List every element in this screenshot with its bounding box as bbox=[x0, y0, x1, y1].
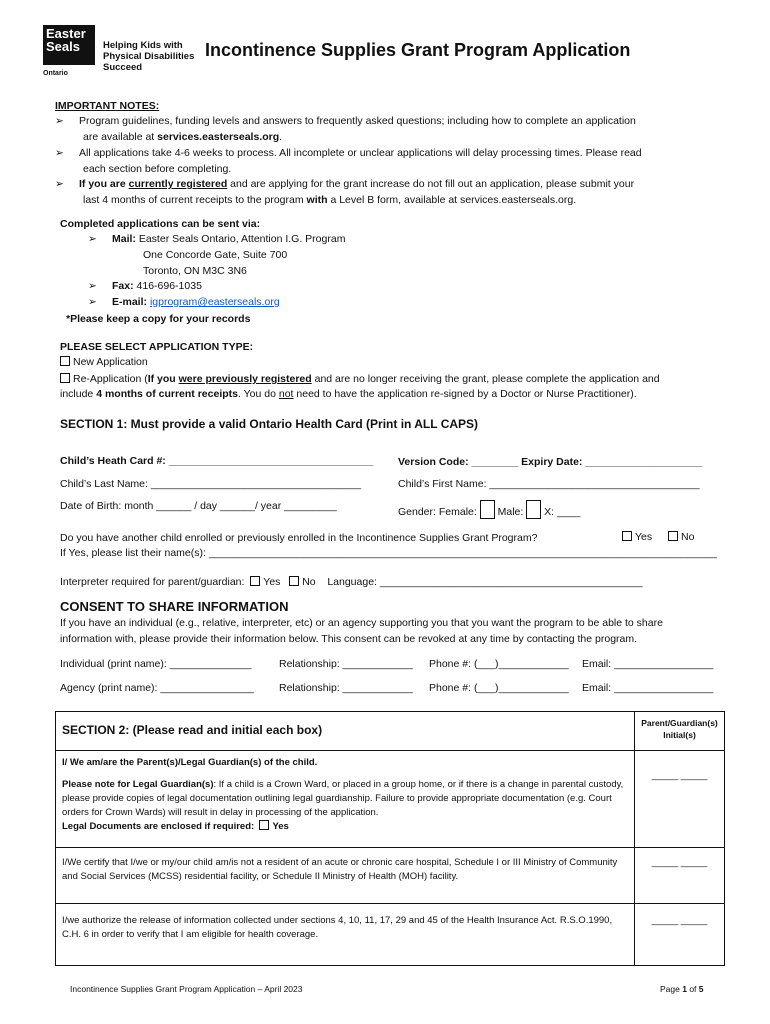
re2-underline: not bbox=[278, 388, 294, 400]
individual-name-field[interactable]: Individual (print name): ______________ bbox=[60, 658, 252, 670]
arrow-bullet-icon: ➢ bbox=[55, 147, 64, 159]
legal-guardian-note-text: : If a child is a Crown Ward, or placed in a group home, or if there is a change in parental custody, please provide copies of legal documentation outlining legal guardianship. Failure to provide appropriate documentation (e.g. Court orders for Crown Wards) will result in delay in processing of the application. bbox=[62, 779, 624, 818]
note-3b-post: a Level B form, available at services.easterseals.org. bbox=[327, 194, 577, 206]
initials-header-2: Initial(s) bbox=[663, 730, 696, 740]
individual-email-field[interactable]: Email: _________________ bbox=[582, 658, 714, 670]
email-label: E-mail: bbox=[112, 296, 148, 308]
page-of: of bbox=[686, 984, 699, 994]
first-name-field[interactable]: Child’s First Name: ____________________________________ bbox=[398, 478, 700, 490]
re-application-post: and are no longer receiving the grant, please complete the application and bbox=[311, 373, 660, 385]
re-application-checkbox[interactable] bbox=[60, 373, 70, 383]
logo-tagline bbox=[103, 40, 194, 73]
table-row bbox=[56, 848, 725, 904]
agency-phone-field[interactable]: Phone #: (___)____________ bbox=[429, 682, 569, 694]
address-line-2: Toronto, ON M3C 3N6 bbox=[143, 265, 247, 277]
page-total: 5 bbox=[698, 984, 704, 994]
gender-male-label: Male: bbox=[497, 506, 524, 518]
app-type-heading: PLEASE SELECT APPLICATION TYPE: bbox=[60, 341, 254, 353]
new-application-checkbox[interactable] bbox=[60, 356, 70, 366]
guardian-initials-field[interactable]: _____ _____ bbox=[635, 751, 725, 848]
individual-relationship-field[interactable]: Relationship: ____________ bbox=[279, 658, 413, 670]
arrow-bullet-icon: ➢ bbox=[55, 115, 64, 127]
re2-bold: 4 months of current receipts bbox=[96, 388, 238, 400]
tagline-3: Succeed bbox=[103, 62, 143, 73]
new-application-option[interactable] bbox=[60, 356, 148, 368]
gender-x-field[interactable]: X: ____ bbox=[544, 506, 581, 518]
note-1 bbox=[55, 115, 636, 127]
interpreter-no-checkbox[interactable] bbox=[289, 576, 299, 586]
section-2-table bbox=[55, 711, 725, 966]
consent-text-1: If you have an individual (e.g., relative, interpreter, etc) or an agency supporting you that you want the program to be able to share bbox=[60, 617, 663, 629]
tagline-2: Physical Disabilities bbox=[103, 51, 195, 62]
footer-page-number bbox=[660, 984, 704, 994]
section-2-header-row bbox=[56, 712, 725, 751]
male-box[interactable] bbox=[526, 500, 541, 519]
re2-mid: . You do bbox=[237, 388, 279, 400]
note-3b-bold: with bbox=[306, 194, 328, 206]
note-3-rest: and are applying for the grant increase do not fill out an application, please submit your bbox=[227, 178, 635, 190]
legal-docs-yes-label: Yes bbox=[272, 821, 289, 832]
new-application-label: New Application bbox=[73, 356, 148, 368]
initials-header-cell bbox=[635, 712, 725, 751]
easter-seals-logo bbox=[43, 25, 95, 65]
address-line-1: One Concorde Gate, Suite 700 bbox=[143, 249, 288, 261]
another-child-no-checkbox[interactable] bbox=[668, 531, 678, 541]
mail-label: Mail: bbox=[112, 233, 136, 245]
legal-guardian-note bbox=[62, 778, 628, 820]
note-3 bbox=[55, 178, 634, 190]
guardian-statement-title: I/ We am/are the Parent(s)/Legal Guardian(s) of the child. bbox=[62, 757, 318, 768]
fax-label: Fax: bbox=[112, 280, 134, 292]
another-child-yes[interactable] bbox=[622, 531, 652, 543]
another-child-no-label: No bbox=[681, 531, 695, 543]
fax-value: 416-696-1035 bbox=[136, 280, 202, 292]
table-row bbox=[56, 751, 725, 848]
arrow-bullet-icon: ➢ bbox=[88, 280, 97, 292]
note-1b-url: services.easterseals.org bbox=[157, 131, 280, 143]
email-line bbox=[88, 296, 280, 308]
health-card-field[interactable]: Child’s Heath Card #: ___________________________________ bbox=[60, 455, 374, 467]
female-box[interactable] bbox=[480, 500, 495, 519]
list-names-field[interactable]: If Yes, please list their name(s): _______________________________________________________________________________________ bbox=[60, 547, 717, 559]
residency-initials-field[interactable]: _____ _____ bbox=[635, 848, 725, 904]
notes-heading: IMPORTANT NOTES: bbox=[55, 100, 160, 112]
consent-heading: CONSENT TO SHARE INFORMATION bbox=[60, 599, 289, 614]
arrow-bullet-icon: ➢ bbox=[55, 178, 64, 190]
interpreter-row bbox=[60, 576, 643, 588]
re-application-bold: If you bbox=[147, 373, 179, 385]
re-application-pre: Re-Application ( bbox=[73, 373, 148, 385]
note-1a: Program guidelines, funding levels and answers to frequently asked questions; including how to complete an application bbox=[79, 115, 636, 127]
section-2-title-cell bbox=[56, 712, 635, 751]
re2-pre: include bbox=[60, 388, 97, 400]
table-row bbox=[56, 904, 725, 966]
footer-document-name: Incontinence Supplies Grant Program Application – April 2023 bbox=[70, 984, 303, 994]
mail-line bbox=[88, 233, 345, 245]
gender-female-label: Gender: Female: bbox=[398, 506, 477, 518]
note-3-underline: currently registered bbox=[128, 178, 228, 190]
logo-region: Ontario bbox=[43, 70, 68, 77]
version-expiry-field[interactable]: Version Code: ________ Expiry Date: ____________________ bbox=[398, 456, 703, 468]
page-title: Incontinence Supplies Grant Program Application bbox=[205, 40, 631, 60]
individual-phone-field[interactable]: Phone #: (___)____________ bbox=[429, 658, 569, 670]
mail-value: Easter Seals Ontario, Attention I.G. Program bbox=[138, 233, 346, 245]
dob-field[interactable]: Date of Birth: month ______ / day ______/ year _________ bbox=[60, 500, 337, 512]
re-application-line-2 bbox=[60, 388, 637, 400]
another-child-question: Do you have another child enrolled or previously enrolled in the Incontinence Supplies Grant Program? bbox=[60, 532, 538, 544]
legal-docs-label: Legal Documents are enclosed if required: bbox=[62, 821, 255, 832]
agency-email-field[interactable]: Email: _________________ bbox=[582, 682, 714, 694]
note-1b-pre: are available at bbox=[83, 131, 158, 143]
fax-line bbox=[88, 280, 202, 292]
release-statement-cell: I/we authorize the release of information collected under sections 4, 10, 11, 17, 29 and 45 of the Health Insurance Act. R.S.O.1990, C.H. 6 in order to verify that I am eligible for health coverage. bbox=[56, 904, 635, 966]
page-current: 1 bbox=[682, 984, 687, 994]
page-label: Page bbox=[660, 984, 683, 994]
note-3b-pre: last 4 months of current receipts to the program bbox=[83, 194, 307, 206]
legal-guardian-note-bold: Please note for Legal Guardian(s) bbox=[62, 779, 214, 790]
note-3-bold: If you are bbox=[79, 178, 129, 190]
tagline-1: Helping Kids with bbox=[103, 40, 183, 51]
logo-line2: Seals bbox=[46, 39, 80, 54]
keep-copy-note: *Please keep a copy for your records bbox=[66, 313, 251, 325]
another-child-yes-checkbox[interactable] bbox=[622, 531, 632, 541]
legal-docs-yes-checkbox[interactable] bbox=[259, 820, 269, 830]
initials-header-1: Parent/Guardian(s) bbox=[641, 718, 718, 728]
interpreter-yes-checkbox[interactable] bbox=[250, 576, 260, 586]
agency-name-field[interactable]: Agency (print name): ________________ bbox=[60, 682, 254, 694]
note-1b bbox=[83, 131, 282, 143]
interpreter-yes-label: Yes bbox=[263, 576, 281, 588]
re-application-underline: were previously registered bbox=[178, 373, 312, 385]
interpreter-label: Interpreter required for parent/guardian: bbox=[60, 576, 245, 588]
note-2b: each section before completing. bbox=[83, 163, 232, 175]
legal-docs-row bbox=[62, 820, 628, 834]
guardian-statement-cell bbox=[56, 751, 635, 848]
language-field[interactable]: Language: _____________________________________________ bbox=[327, 576, 643, 588]
note-3b bbox=[83, 194, 576, 206]
gender-field bbox=[398, 500, 580, 519]
release-initials-field[interactable]: _____ _____ bbox=[635, 904, 725, 966]
interpreter-no-label: No bbox=[302, 576, 316, 588]
email-link[interactable]: igprogram@easterseals.org bbox=[149, 296, 280, 308]
residency-statement-cell: I/We certify that I/we or my/our child am/is not a resident of an acute or chronic care hospital, Schedule I or III Ministry of Community and Social Services (MCSS) residential facility, or Schedule II Ministry of Health (MOH) facility. bbox=[56, 848, 635, 904]
section-1-title: SECTION 1: Must provide a valid Ontario Health Card (Print in ALL CAPS) bbox=[60, 417, 479, 431]
section-2-title: SECTION 2: (Please read and initial each box) bbox=[62, 723, 323, 737]
re2-post: need to have the application re-signed by a Doctor or Nurse Practitioner). bbox=[293, 388, 637, 400]
re-application-option[interactable] bbox=[60, 373, 660, 385]
agency-relationship-field[interactable]: Relationship: ____________ bbox=[279, 682, 413, 694]
logo-line1: Easter bbox=[46, 26, 86, 41]
consent-text-2: information with, please provide their information below. This consent can be revoked at any time by contacting the program. bbox=[60, 633, 638, 645]
arrow-bullet-icon: ➢ bbox=[88, 296, 97, 308]
note-2 bbox=[55, 147, 642, 159]
sending-heading: Completed applications can be sent via: bbox=[60, 218, 261, 230]
another-child-no[interactable] bbox=[668, 531, 694, 543]
arrow-bullet-icon: ➢ bbox=[88, 233, 97, 245]
another-child-yes-label: Yes bbox=[635, 531, 653, 543]
last-name-field[interactable]: Child’s Last Name: ____________________________________ bbox=[60, 478, 362, 490]
note-2a: All applications take 4-6 weeks to process. All incomplete or unclear applications will delay processing times. Please read bbox=[79, 147, 642, 159]
note-1b-post: . bbox=[279, 131, 283, 143]
